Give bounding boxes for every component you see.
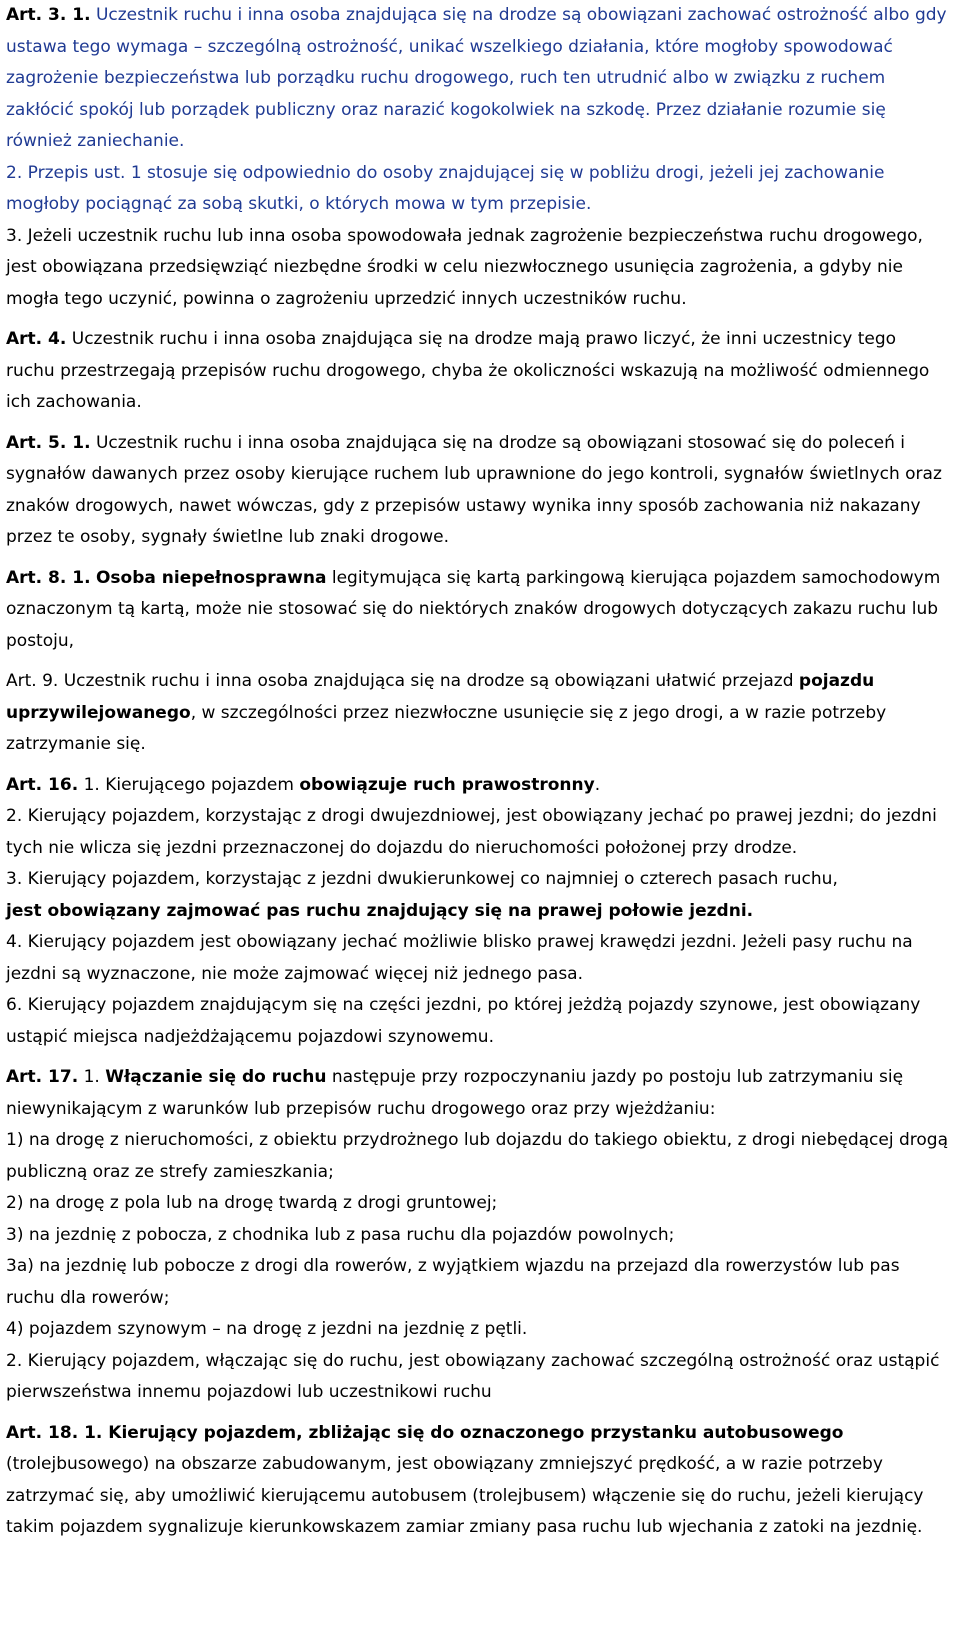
art17-p1-bold: Włączanie się do ruchu bbox=[105, 1067, 327, 1087]
art16-paragraph-3 bbox=[6, 864, 948, 927]
art17-label: Art. 17. bbox=[6, 1067, 79, 1087]
art16-paragraph-4: 4. Kierujący pojazdem jest obowiązany jechać możliwie blisko prawej krawędzi jezdni. Jeżeli pasy ruchu na jezdni są wyznaczone, nie może zajmować więcej niż jednego pasa. bbox=[6, 932, 913, 984]
art18-label: Art. 18. 1. bbox=[6, 1422, 103, 1443]
art16-label: Art. 16. bbox=[6, 774, 79, 795]
art9-paragraph bbox=[6, 666, 948, 761]
art8-label: Art. 8. 1. bbox=[6, 567, 91, 588]
article-3 bbox=[6, 0, 948, 315]
art17-paragraph-1 bbox=[6, 1062, 948, 1125]
art16-p3-bold: jest obowiązany zajmować pas ruchu znajdujący się na prawej połowie jezdni. bbox=[6, 900, 754, 921]
art3-paragraph-1 bbox=[6, 0, 948, 158]
art8-text: legitymująca się kartą parkingową kierująca pojazdem samochodowym oznaczonym tą kartą, może nie stosować się do niektórych znaków drogowych dotyczących zakazu ruchu lub postoju, bbox=[6, 567, 941, 651]
article-4 bbox=[6, 324, 948, 419]
art5-paragraph bbox=[6, 428, 948, 554]
art16-p1-prefix: 1. Kierującego pojazdem bbox=[78, 774, 300, 795]
art3-label: Art. 3. 1. bbox=[6, 5, 91, 25]
art16-paragraph-2: 2. Kierujący pojazdem, korzystając z drogi dwujezdniowej, jest obowiązany jechać po prawej jezdni; do jezdni tych nie wlicza się jezdni przeznaczonej do dojazdu do nieruchomości położonej przy drodze. bbox=[6, 806, 937, 858]
art9-text-after: , w szczególności przez niezwłoczne usunięcie się z jego drogi, a w razie potrzeby zatrzymanie się. bbox=[6, 702, 887, 754]
art18-paragraph bbox=[6, 1418, 948, 1544]
art8-paragraph bbox=[6, 563, 948, 658]
article-9 bbox=[6, 666, 948, 761]
art5-label: Art. 5. 1. bbox=[6, 432, 91, 453]
art17-paragraph-2: 2. Kierujący pojazdem, włączając się do ruchu, jest obowiązany zachować szczególną ostrożność oraz ustąpić pierwszeństwa innemu pojazdowi lub uczestnikowi ruchu bbox=[6, 1350, 940, 1402]
art16-paragraph-1 bbox=[6, 770, 948, 802]
art4-text: Uczestnik ruchu i inna osoba znajdująca się na drodze mają prawo liczyć, że inni uczestnicy tego ruchu przestrzegają przepisów ruchu drogowego, chyba że okoliczności wskazują na możliwość odmiennego ich zachowania. bbox=[6, 329, 930, 412]
art3-p1-text: Uczestnik ruchu i inna osoba znajdująca się na drodze są obowiązani zachować ostrożność albo gdy ustawa tego wymaga – szczególną ostrożność, unikać wszelkiego działania, które mogłoby spowodować zagrożenie bezpieczeństwa lub porządku ruchu drogowego, ruch ten utrudnić albo w związku z ruchem zakłócić spokój lub porządek publiczny oraz narazić kogokolwiek na szkodę. Przez działanie rozumie się również zaniechanie. bbox=[6, 5, 947, 151]
art17-item: 3) na jezdnię z pobocza, z chodnika lub z pasa ruchu dla pojazdów powolnych; bbox=[6, 1224, 675, 1245]
art16-p1-suffix: . bbox=[594, 774, 601, 795]
art3-paragraph-3: 3. Jeżeli uczestnik ruchu lub inna osoba spowodowała jednak zagrożenie bezpieczeństwa ruchu drogowego, jest obowiązana przedsięwziąć niezbędne środki w celu niezwłocznego usunięcia zagrożenia, a gdyby nie mogła tego uczynić, powinna o zagrożeniu uprzedzić innych uczestników ruchu. bbox=[6, 225, 923, 309]
art4-label: Art. 4. bbox=[6, 329, 67, 349]
art17-item: 4) pojazdem szynowym – na drogę z jezdni na jezdnię z pętli. bbox=[6, 1319, 528, 1339]
art16-p1-bold: obowiązuje ruch prawostronny bbox=[299, 774, 595, 795]
art9-bold-text: pojazdu uprzywilejowanego bbox=[6, 671, 875, 723]
art5-text: Uczestnik ruchu i inna osoba znajdująca się na drodze są obowiązani stosować się do poleceń i sygnałów dawanych przez osoby kierujące ruchem lub uprawnione do jego kontroli, sygnałów świetlnych oraz znaków drogowych, nawet wówczas, gdy z przepisów ustawy wynika inny sposób zachowania niż nakazany przez te osoby, sygnały świetlne lub znaki drogowe. bbox=[6, 432, 942, 547]
art3-paragraph-2: 2. Przepis ust. 1 stosuje się odpowiednio do osoby znajdującej się w pobliżu drogi, jeżeli jej zachowanie mogłoby pociągnąć za sobą skutki, o których mowa w tym przepisie. bbox=[6, 162, 885, 214]
art17-item: 2) na drogę z pola lub na drogę twardą z drogi gruntowej; bbox=[6, 1193, 498, 1213]
article-5 bbox=[6, 428, 948, 554]
art17-p1-text: następuje przy rozpoczynaniu jazdy po postoju lub zatrzymaniu się niewynikającym z warunków lub przepisów ruchu drogowego oraz przy wjeżdżaniu: bbox=[6, 1067, 904, 1119]
art18-bold-text: Kierujący pojazdem, zbliżając się do oznaczonego przystanku autobusowego bbox=[102, 1422, 844, 1443]
art16-p3-text: 3. Kierujący pojazdem, korzystając z jezdni dwukierunkowej co najmniej o czterech pasach ruchu, bbox=[6, 869, 838, 889]
article-17 bbox=[6, 1062, 948, 1409]
article-16 bbox=[6, 770, 948, 1054]
art9-label: Art. 9. bbox=[6, 671, 59, 691]
article-18 bbox=[6, 1418, 948, 1544]
article-8 bbox=[6, 563, 948, 658]
art18-text: (trolejbusowego) na obszarze zabudowanym, jest obowiązany zmniejszyć prędkość, a w razie potrzeby zatrzymać się, aby umożliwić kierującemu autobusem (trolejbusem) włączenie się do ruchu, jeżeli kierujący takim pojazdem sygnalizuje kierunkowskazem zamiar zmiany pasa ruchu lub wjechania z zatoki na jezdnię. bbox=[6, 1454, 924, 1537]
art17-item: 1) na drogę z nieruchomości, z obiektu przydrożnego lub dojazdu do takiego obiektu, z drogi niebędącej drogą publiczną oraz ze strefy zamieszkania; bbox=[6, 1130, 948, 1182]
art4-paragraph bbox=[6, 324, 948, 419]
art8-bold-text: Osoba niepełnosprawna bbox=[95, 567, 327, 588]
art17-p1-num: 1. bbox=[78, 1067, 106, 1087]
art16-paragraph-6: 6. Kierujący pojazdem znajdującym się na części jezdni, po której jeżdżą pojazdy szynowe, jest obowiązany ustąpić miejsca nadjeżdżającemu pojazdowi szynowemu. bbox=[6, 995, 921, 1047]
art9-text-before: Uczestnik ruchu i inna osoba znajdująca się na drodze są obowiązani ułatwić przejazd bbox=[58, 671, 799, 691]
art17-item: 3a) na jezdnię lub pobocze z drogi dla rowerów, z wyjątkiem wjazdu na przejazd dla rowerzystów lub pas ruchu dla rowerów; bbox=[6, 1256, 900, 1308]
